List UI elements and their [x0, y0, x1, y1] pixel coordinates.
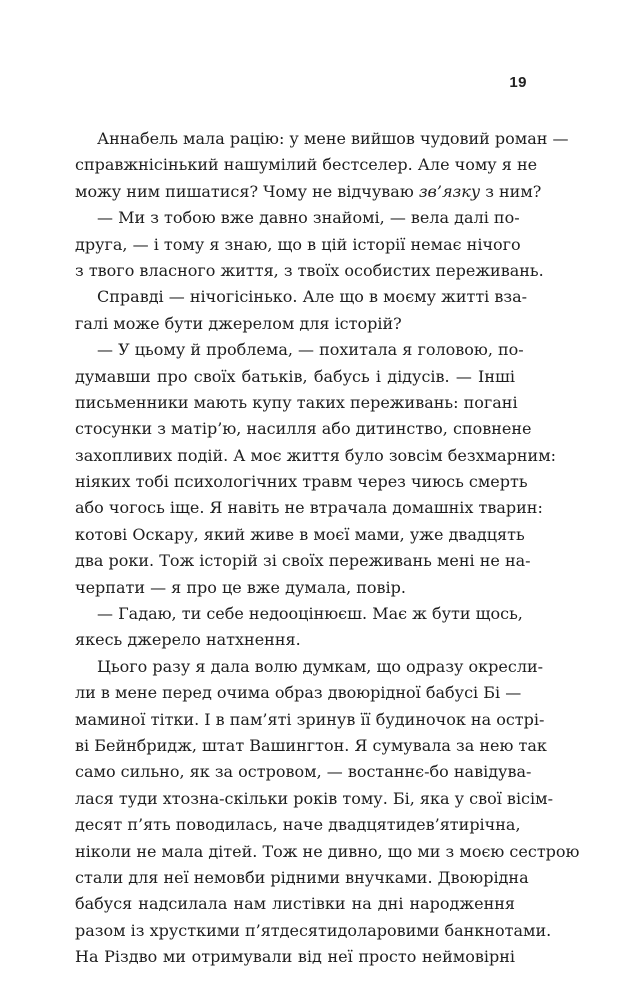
text-line: — Гадаю, ти себе недооцінюєш. Має ж бути щось, — [97, 604, 523, 624]
text-line: ніколи не мала дітей. Тож не дивно, що ми з моєю сестрою — [75, 841, 580, 861]
text-fragment: з ним? — [480, 181, 542, 201]
text-line: захопливих подій. А моє життя було зовсім безхмарним: — [75, 445, 557, 465]
text-line — [75, 179, 542, 205]
text-line: письменники мають купу таких переживань: погані — [75, 392, 518, 412]
text-line: справжнісінький нашумілий бестселер. Але чому я не — [75, 155, 538, 175]
text-line: ли в мене перед очима образ двоюрідної бабусі Бі — — [75, 683, 522, 703]
text-line: На Різдво ми отримували від неї просто неймовірні — [75, 947, 515, 967]
text-line: друга, — і тому я знаю, що в цій історії немає нічого — [75, 234, 521, 254]
text-line: Цього разу я дала волю думкам, що одразу окресли- — [97, 656, 544, 676]
text-line: з твого власного життя, з твоїх особистих переживань. — [75, 260, 544, 280]
text-line: стали для неї немовби рідними внучками. Двоюрідна — [75, 867, 529, 887]
text-line: котові Оскару, який живе в моєї мами, уже двадцять — [75, 524, 525, 544]
text-line: маминої тітки. І в пам’яті зринув її будиночок на острі- — [75, 709, 545, 729]
text-line: ві Бейнбридж, штат Вашингтон. Я сумувала за нею так — [75, 735, 547, 755]
emphasized-word: зв’язку — [418, 181, 481, 201]
text-line: Аннабель мала рацію: у мене вийшов чудовий роман — — [97, 129, 569, 148]
text-line: бабуся надсилала нам листівки на дні народження — [75, 894, 515, 914]
text-line: якесь джерело натхнення. — [75, 630, 301, 650]
text-line: черпати — я про це вже думала, повір. — [75, 577, 406, 597]
text-line: десят п’ять поводилась, наче двадцятидев’ятирічна, — [75, 815, 521, 835]
text-fragment: можу ним пишатися? Чому не відчуваю — [75, 181, 419, 201]
text-line: — Ми з тобою вже давно знайомі, — вела далі по- — [97, 208, 520, 228]
text-line: два роки. Тож історій зі своїх переживань мені не на- — [75, 551, 531, 571]
text-line: — У цьому й проблема, — похитала я головою, по- — [97, 340, 524, 360]
text-line: або чогось іще. Я навіть не втрачала домашніх тварин: — [75, 498, 543, 518]
text-line: думавши про своїх батьків, бабусь і дідусів. — Інші — [75, 366, 515, 386]
text-line: Справді — нічогісінько. Але що в моєму житті вза- — [97, 287, 528, 307]
text-line: само сильно, як за островом, — востаннє-бо навідува- — [75, 762, 532, 782]
text-line: галі може бути джерелом для історій? — [75, 313, 402, 333]
page-number: 19 — [509, 74, 527, 91]
body-text — [75, 126, 580, 971]
text-line: лася туди хтозна-скільки років тому. Бі, яка у свої вісім- — [75, 788, 553, 808]
text-line: стосунки з матір’ю, насилля або дитинство, сповнене — [75, 419, 532, 439]
text-line: ніяких тобі психологічних травм через чиюсь смерть — [75, 472, 528, 492]
text-line: разом із хрусткими п’ятдесятидоларовими банкнотами. — [75, 920, 552, 940]
